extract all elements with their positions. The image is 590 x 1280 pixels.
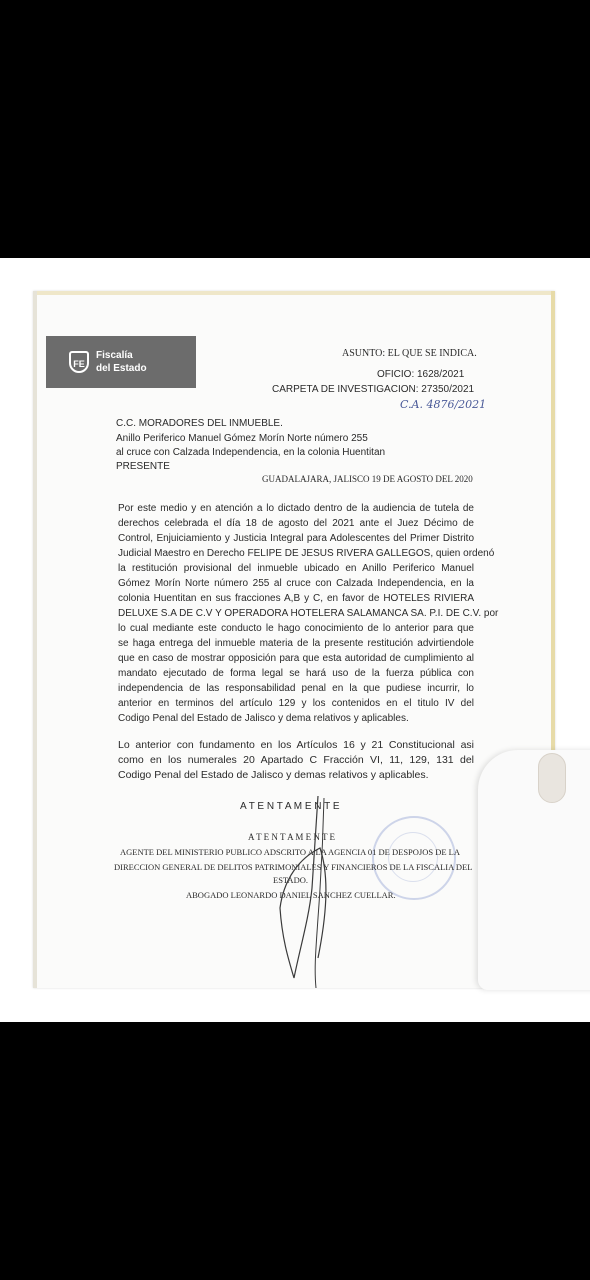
body-line: Codigo Penal del Estado de Jalisco y dema relativos y aplicables. [118,713,409,724]
handwritten-ca-number: C.A. 4876/2021 [400,398,487,411]
shield-icon: FE [69,351,89,373]
body-line: lo cual mediante este conducto le hago conocimiento de lo anterior para que [118,623,474,634]
logo-line-2: del Estado [96,363,147,374]
body-line: que en caso de mostrar opposición para que esta autoridad de cumplimiento al [118,653,474,664]
agent-title-line: DIRECCION GENERAL DE DELITOS PATRIMONIALES Y FINANCIEROS DE LA FISCALIA DEL [114,862,473,872]
body-line: Lo anterior con fundamento en los Artículos 16 y 21 Constitucional asi [118,739,474,751]
body-line: Control, Enjuiciamiento y Justicia Integral para Adolescentes del Primer Distrito [118,533,474,544]
body-line: Codigo Penal del Estado de Jalisco y demas relativos y aplicables. [118,769,429,781]
body-line: mandato ejecutado de forma legal se hará uso de la fuerza pública con [118,668,474,679]
agent-title-line: ESTADO. [273,875,308,885]
body-line: Gómez Morín Norte número 255 al cruce con Calzada Independencia, en la [118,578,474,589]
agent-title-line: AGENTE DEL MINISTERIO PUBLICO ADSCRITO A LA AGENCIA 01 DE DESPOJOS DE LA [120,847,461,857]
asunto-line: ASUNTO: EL QUE SE INDICA. [342,348,477,359]
oficio-number: OFICIO: 1628/2021 [377,369,465,380]
thumbnail [538,753,566,803]
body-line: como en los numerales 20 Apartado C Fracción VI, 11, 129, 131 del [118,754,474,766]
atentamente-small: A T E N T A M E N T E [248,832,336,842]
bottom-black-band [0,1022,590,1280]
paper-edge [33,291,555,295]
carpeta-number: CARPETA DE INVESTIGACION: 27350/2021 [272,384,475,395]
body-line: anterior en terminos del artículo 129 y los contenidos en el titulo IV del [118,698,474,709]
body-line: se haga entrega del inmueble materia de la presente restitución advirtiendole [118,638,474,649]
signer-name: ABOGADO LEONARDO DANIEL SANCHEZ CUELLAR. [186,890,396,900]
paper-edge [33,291,37,988]
addressee-line: C.C. MORADORES DEL INMUEBLE. [116,418,283,429]
addressee-line: Anillo Periferico Manuel Gómez Morín Norte número 255 [116,433,368,444]
top-black-band [0,0,590,258]
official-seal-inner [388,832,438,882]
document-photo [0,258,590,1022]
body-line: Por este medio y en atención a lo dictado dentro de la audiencia de tutela de [118,503,474,514]
body-line: independencia de las responsabilidad penal en la que pudiese incurrir, lo [118,683,474,694]
logo-line-1: Fiscalía [96,350,133,361]
body-line: derechos celebrada el día 18 de agosto del 2021 ante el Juez Décimo de [118,518,474,529]
body-line: colonia Huentitan en sus fracciones A,B y C, en favor de HOTELES RIVIERA [118,593,474,604]
body-line: Judicial Maestro en Derecho FELIPE DE JESUS RIVERA GALLEGOS, quien ordenó [118,548,495,559]
holding-hand [478,750,590,990]
body-line: la restitución provisional del inmueble ubicado en Anillo Periferico Manuel [118,563,474,574]
addressee-line: al cruce con Calzada Independencia, en la colonia Huentitan [116,447,386,458]
atentamente-heading: A T E N T A M E N T E [240,801,340,812]
place-date: GUADALAJARA, JALISCO 19 DE AGOSTO DEL 2020 [262,474,473,484]
body-line: DELUXE S.A DE C.V Y OPERADORA HOTELERA SALAMANCA SA. P.I. DE C.V. por [118,608,499,619]
addressee-line: PRESENTE [116,461,170,472]
